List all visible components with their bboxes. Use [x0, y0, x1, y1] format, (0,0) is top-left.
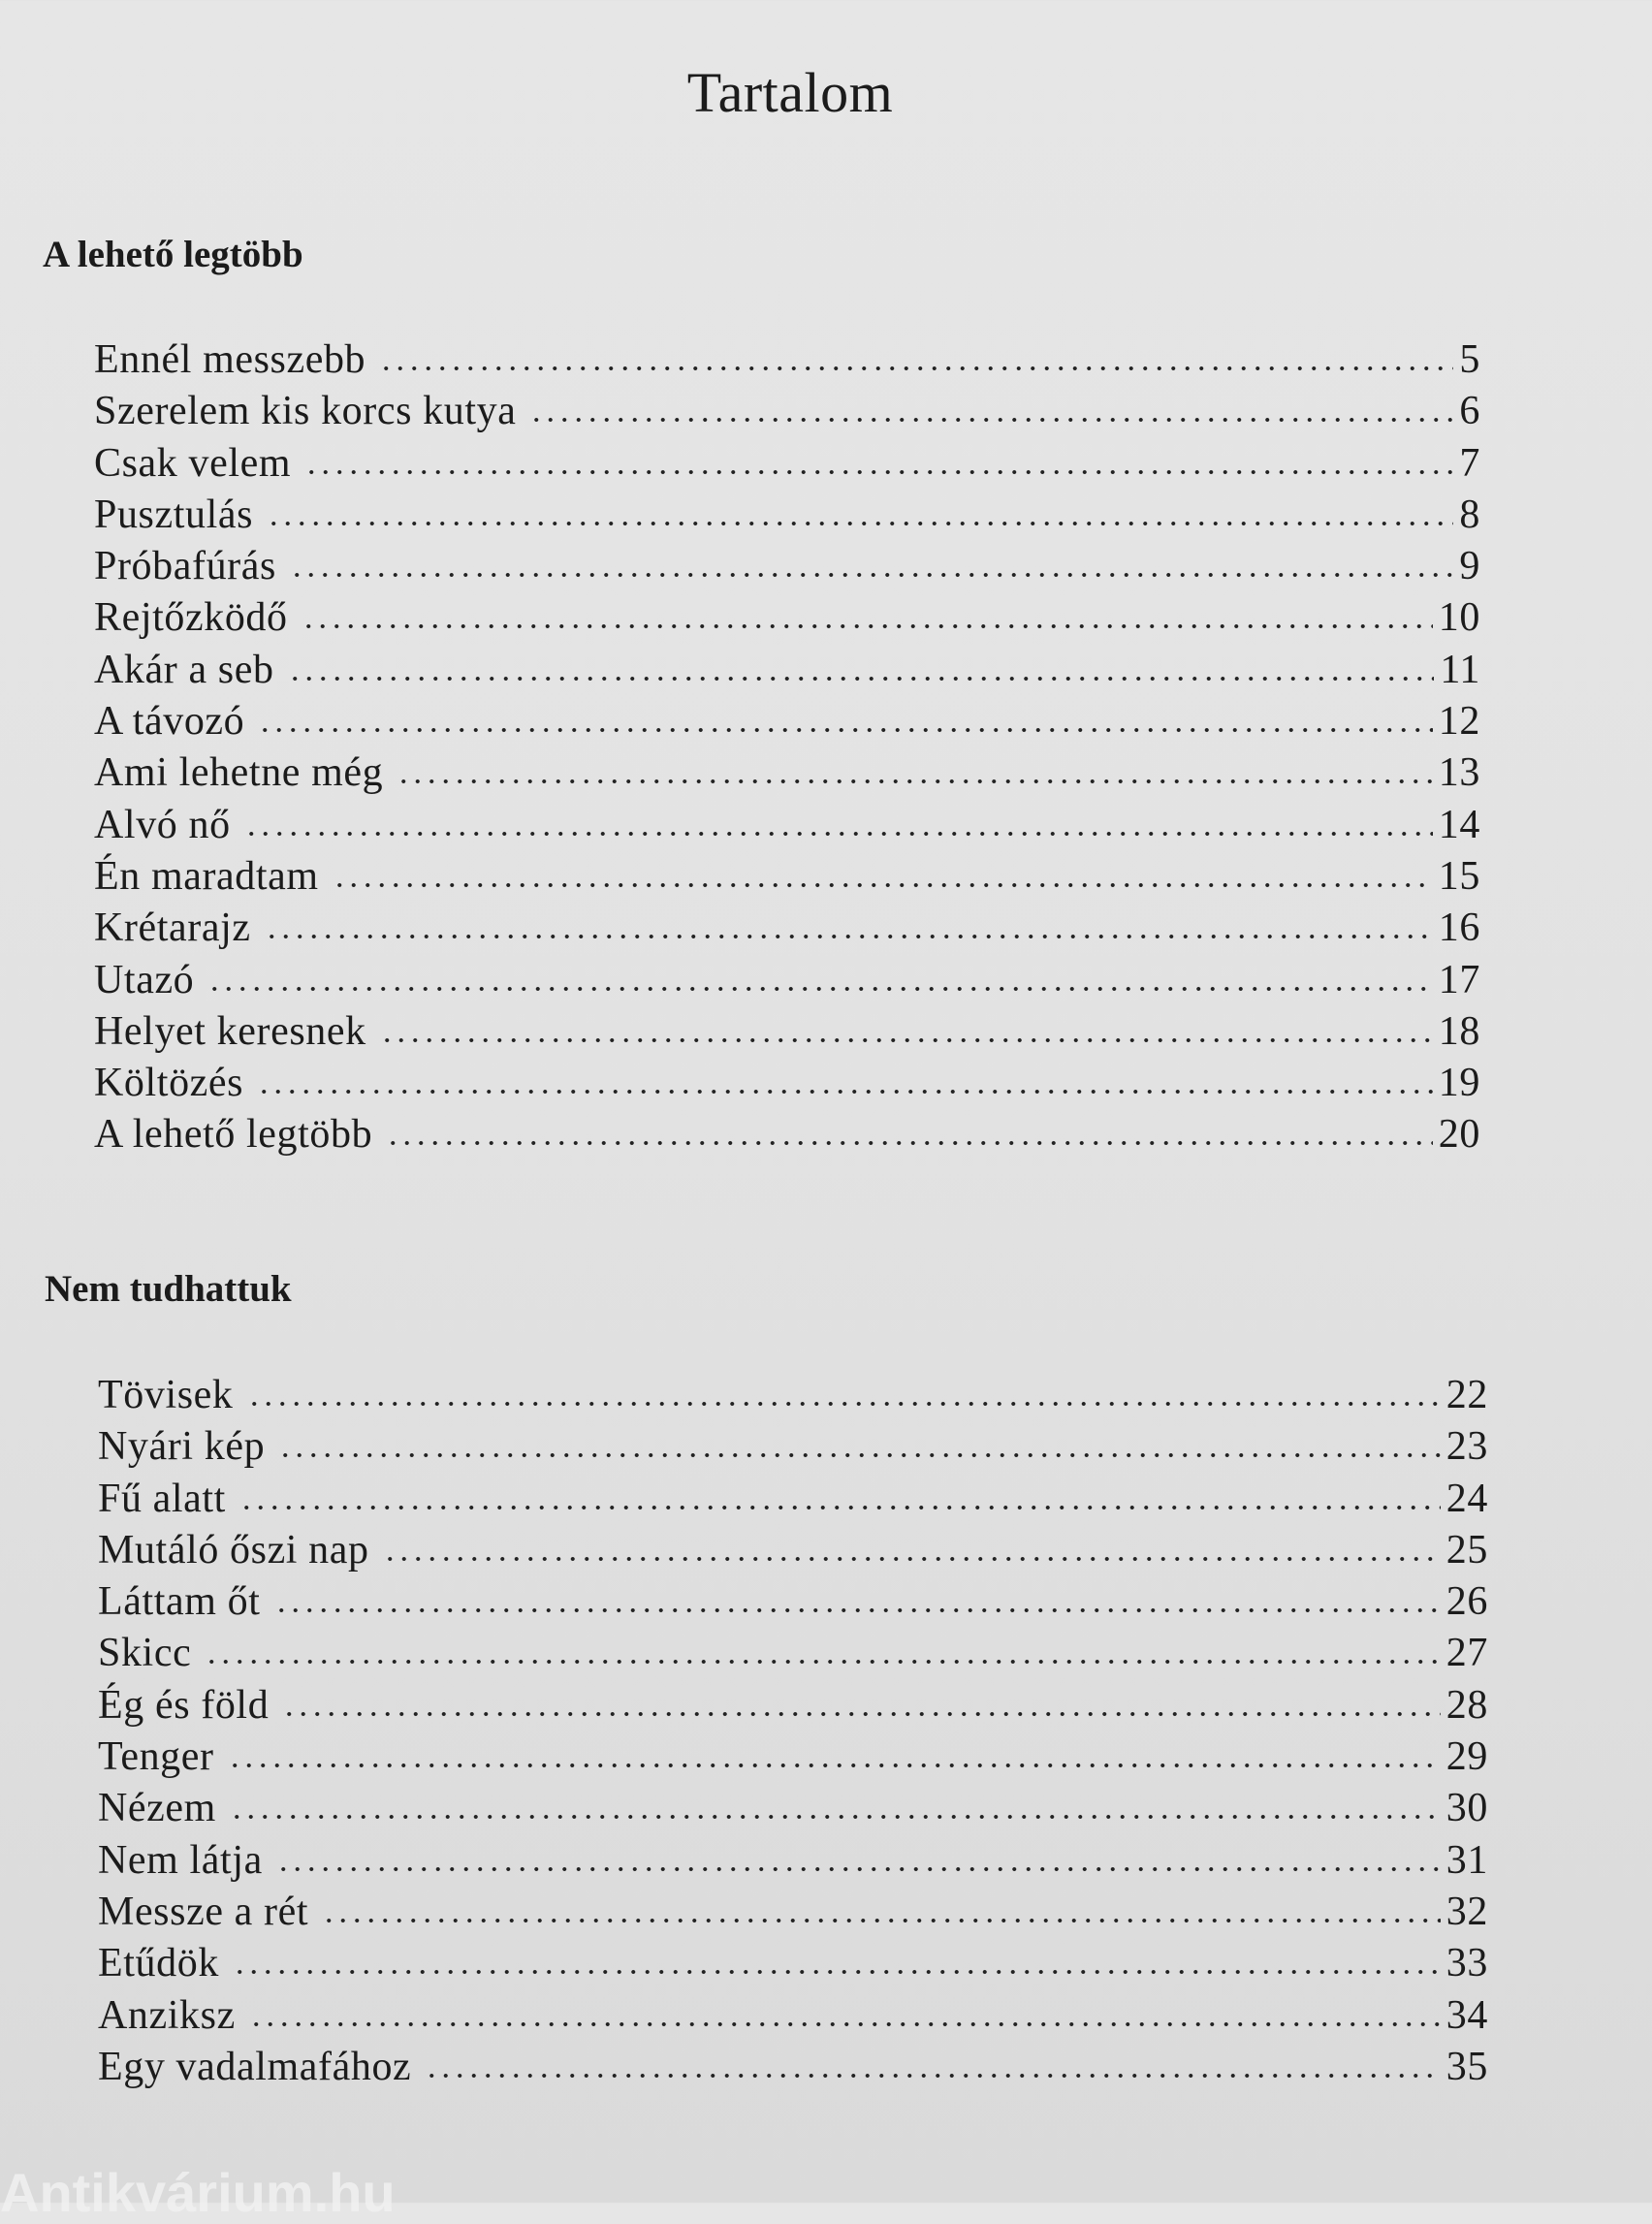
entry-title: Ami lehetne még	[94, 750, 384, 796]
entry-title: Szerelem kis korcs kutya	[94, 389, 517, 434]
entry-title: Skicc	[98, 1631, 192, 1676]
dot-leader	[274, 1606, 1441, 1614]
entry-title: Próbafúrás	[94, 544, 276, 589]
toc-entry	[98, 1835, 1488, 1887]
toc-entry	[98, 1680, 1488, 1732]
entry-page-number: 35	[1446, 2044, 1488, 2089]
toc-entry	[98, 1576, 1488, 1628]
dot-leader	[333, 881, 1433, 889]
toc-entry	[98, 2042, 1488, 2093]
toc-entry	[98, 1887, 1488, 1938]
dot-leader	[228, 1762, 1441, 1769]
dot-leader	[386, 1139, 1433, 1147]
entry-title: Egy vadalmafához	[98, 2044, 412, 2089]
toc-entry	[94, 386, 1480, 437]
entry-title: Ég és föld	[98, 1682, 270, 1728]
entry-title: Csak velem	[94, 440, 292, 486]
entry-title: Ennél messzebb	[94, 337, 366, 382]
toc-entry	[94, 490, 1480, 541]
toc-entry	[94, 541, 1480, 592]
entry-title: A távozó	[94, 699, 245, 745]
entry-title: Nyári kép	[98, 1424, 266, 1470]
toc-entry	[94, 903, 1480, 954]
entry-title: Én maradtam	[94, 853, 319, 899]
entry-title: Fű alatt	[98, 1476, 226, 1521]
entry-title: Messze a rét	[98, 1889, 309, 1934]
dot-leader	[244, 830, 1433, 838]
entry-title: Tövisek	[98, 1373, 234, 1417]
toc-entry	[94, 438, 1480, 490]
entry-page-number: 27	[1446, 1631, 1488, 1676]
entry-title: Etűdök	[98, 1941, 219, 1986]
toc-entry	[98, 1938, 1488, 1989]
entry-page-number: 10	[1438, 595, 1480, 641]
dot-leader	[233, 1968, 1441, 1976]
watermark: Antikvárium.hu	[0, 2162, 396, 2223]
entry-page-number: 12	[1438, 699, 1480, 745]
entry-title: Rejtőzködő	[94, 595, 288, 641]
entry-page-number: 33	[1446, 1941, 1488, 1986]
entry-title: A lehető legtöbb	[94, 1112, 373, 1158]
dot-leader	[379, 365, 1453, 372]
entry-page-number: 15	[1438, 853, 1480, 899]
toc-entry	[98, 1525, 1488, 1576]
entry-page-number: 26	[1446, 1579, 1488, 1625]
entry-page-number: 9	[1459, 544, 1480, 589]
entry-page-number: 32	[1446, 1889, 1488, 1934]
entry-title: Helyet keresnek	[94, 1008, 366, 1054]
dot-leader	[230, 1813, 1441, 1821]
dot-leader	[276, 1865, 1441, 1873]
dot-leader	[265, 933, 1433, 940]
entry-title: Utazó	[94, 957, 195, 1002]
dot-leader	[258, 726, 1433, 734]
entry-page-number: 11	[1440, 647, 1480, 692]
toc-entry	[98, 1783, 1488, 1834]
entry-page-number: 28	[1446, 1682, 1488, 1728]
entry-title: Láttam őt	[98, 1579, 261, 1625]
entry-page-number: 13	[1438, 750, 1480, 796]
toc-entry	[94, 955, 1480, 1006]
entry-page-number: 22	[1446, 1373, 1488, 1417]
toc-entry	[94, 1058, 1480, 1109]
entry-page-number: 19	[1438, 1061, 1480, 1106]
toc-entry	[98, 1370, 1488, 1421]
entry-page-number: 14	[1438, 802, 1480, 847]
toc-entry	[98, 1628, 1488, 1679]
entry-page-number: 24	[1446, 1476, 1488, 1521]
dot-leader	[304, 468, 1453, 476]
dot-leader	[288, 675, 1435, 683]
toc-entry	[94, 592, 1480, 644]
dot-leader	[322, 1917, 1441, 1924]
entry-page-number: 6	[1459, 389, 1480, 434]
section-heading: Nem tudhattuk	[45, 1268, 292, 1310]
entry-page-number: 25	[1446, 1527, 1488, 1573]
entry-title: Pusztulás	[94, 492, 254, 537]
page-title: Tartalom	[686, 61, 894, 124]
entry-page-number: 5	[1459, 337, 1480, 382]
dot-leader	[249, 2020, 1441, 2028]
entry-title: Akár a seb	[94, 647, 274, 692]
dot-leader	[247, 1400, 1441, 1408]
entry-page-number: 7	[1459, 440, 1480, 486]
toc-entry	[94, 747, 1480, 799]
dot-leader	[257, 1088, 1433, 1096]
toc-entry	[98, 1474, 1488, 1525]
dot-leader	[290, 571, 1453, 579]
toc-list	[94, 334, 1480, 1161]
dot-leader	[239, 1504, 1441, 1511]
entry-title: Tenger	[98, 1734, 214, 1780]
entry-title: Nézem	[98, 1786, 216, 1831]
entry-page-number: 23	[1446, 1424, 1488, 1470]
toc-entry	[94, 645, 1480, 696]
entry-title: Költözés	[94, 1061, 244, 1106]
toc-entry	[94, 1006, 1480, 1058]
toc-entry	[98, 1732, 1488, 1783]
section-heading: A lehető legtöbb	[43, 234, 303, 275]
entry-page-number: 31	[1446, 1837, 1488, 1883]
entry-page-number: 17	[1438, 957, 1480, 1002]
entry-page-number: 18	[1438, 1008, 1480, 1054]
dot-leader	[205, 1658, 1440, 1666]
toc-entry	[94, 800, 1480, 851]
entry-page-number: 30	[1446, 1786, 1488, 1831]
dot-leader	[207, 985, 1433, 993]
entry-page-number: 29	[1446, 1734, 1488, 1780]
entry-title: Anziksz	[98, 1992, 236, 2038]
dot-leader	[278, 1451, 1441, 1459]
toc-entry	[94, 1109, 1480, 1160]
dot-leader	[425, 2072, 1441, 2080]
entry-page-number: 8	[1459, 492, 1480, 537]
dot-leader	[383, 1555, 1441, 1563]
entry-page-number: 20	[1438, 1112, 1480, 1158]
entry-page-number: 16	[1438, 905, 1480, 951]
dot-leader	[282, 1710, 1441, 1718]
entry-title: Alvó nő	[94, 802, 231, 847]
dot-leader	[302, 622, 1433, 630]
dot-leader	[529, 416, 1453, 424]
toc-entry	[98, 1990, 1488, 2042]
toc-list	[98, 1370, 1488, 2093]
entry-page-number: 34	[1446, 1992, 1488, 2038]
dot-leader	[397, 778, 1433, 785]
entry-title: Krétarajz	[94, 905, 251, 951]
toc-entry	[94, 696, 1480, 747]
toc-entry	[94, 334, 1480, 386]
entry-title: Mutáló őszi nap	[98, 1527, 369, 1573]
dot-leader	[267, 520, 1453, 527]
entry-title: Nem látja	[98, 1837, 263, 1883]
dot-leader	[380, 1036, 1433, 1044]
toc-entry	[98, 1421, 1488, 1473]
toc-entry	[94, 851, 1480, 903]
